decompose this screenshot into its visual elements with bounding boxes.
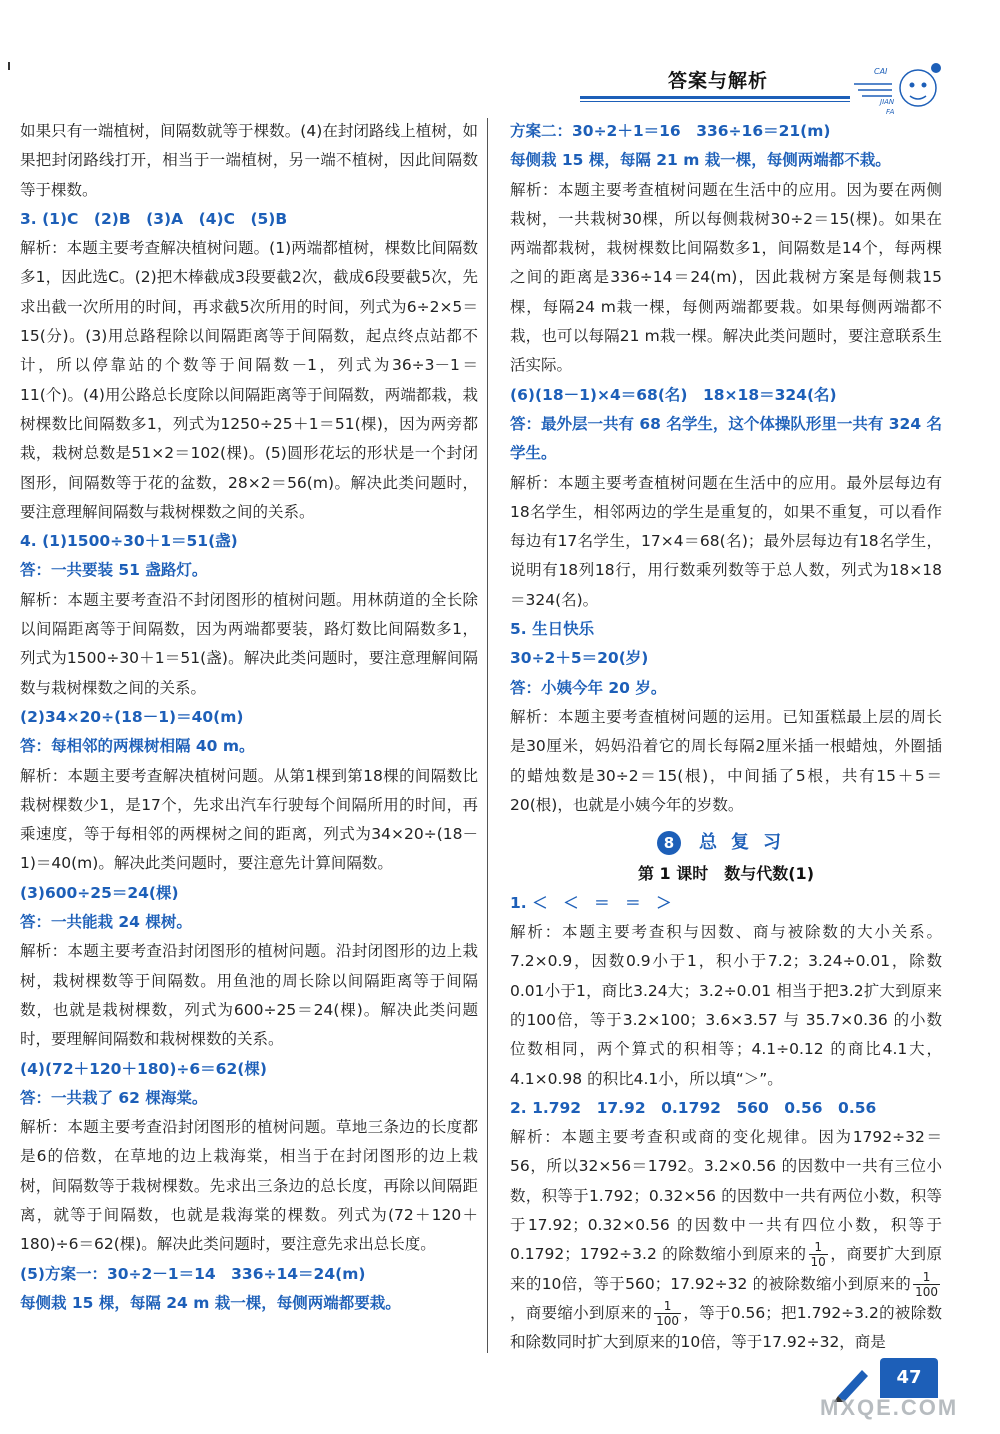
answer-line: 每侧栽 15 棵，每隔 24 m 栽一棵，每侧两端都要栽。: [20, 1293, 401, 1312]
analysis-text: 解析：本题主要考查沿封闭图形的植树问题。沿封闭图形的边上栽树，栽树棵数等于间隔数。用鱼池的周长除以间隔距离等于间隔数，也就是栽树棵数，列式为600÷25＝24(棵)。解决此类问题时，要理解间隔数和栽树棵数的关系。: [20, 942, 478, 1049]
analysis-text-part: ，等于0.56；把1.792÷3.2的被除数和除数同时扩大到原来的10倍，等于17.92÷32，商是: [510, 1303, 942, 1352]
fraction: $\frac{1}{10}$: [810, 1240, 826, 1270]
question-line: 4. (1)1500÷30＋1＝51(盏): [20, 532, 238, 551]
analysis-text: 解析：本题主要考查沿封闭图形的植树问题。草地三条边的长度都是6的倍数，在草地的边上栽海棠，相当于在封闭图形的边上栽树，间隔数等于栽树棵数。先求出三条边的总长度，再除以间隔距离，就等于间隔数，也就是栽海棠的棵数。列式为(72＋120＋180)÷6＝62(棵)。解决此类问题时，要注意先求出总长度。: [20, 1118, 478, 1254]
answer-line: 答：小姨今年 20 岁。: [510, 678, 667, 697]
analysis-text: 解析：本题主要考查解决植树问题。从第1棵到第18棵的间隔数比栽树棵数少1，是17个，先求出汽车行驶每个间隔所用的时间，再乘速度，等于每相邻的两棵树之间的距离，列式为34×20÷(18－1)＝40(m)。解决此类问题时，要注意先计算间隔数。: [20, 766, 478, 873]
question-line: (2)34×20÷(18－1)＝40(m): [20, 707, 244, 726]
answer-line: 答：一共要装 51 盏路灯。: [20, 561, 208, 580]
question-line: 30÷2＋5＝20(岁): [510, 649, 649, 668]
header-rule: [580, 96, 850, 99]
analysis-text-part: 解析：本题主要考查积或商的变化规律。因为1792÷32＝56，所以32×56＝1792。3.2×0.56 的因数中一共有三位小数，积等于1.792；0.32×56 的因数中一共有两位小数，积等于17.92；0.32×0.56 的因数中一共有四位小数，积等于0.1792；1792÷3.2 的除数缩小到原来的: [510, 1128, 942, 1264]
page-number: 47: [880, 1358, 938, 1398]
analysis-text-part: ，商要缩小到原来的: [510, 1303, 653, 1322]
mascot-logo-icon: [852, 54, 944, 116]
text-block: 如果只有一端植树，间隔数就等于棵数。(4)在封闭路线上植树，如果把封闭路线打开，相当于一端植树，另一端不植树，因此间隔数等于棵数。: [20, 122, 478, 199]
crop-mark: [8, 62, 10, 70]
question-line: 5. 生日快乐: [510, 620, 595, 639]
analysis-text: 解析：本题主要考查解决植树问题。(1)两端都植树，棵数比间隔数多1，因此选C。(2)把木棒截成3段要截2次，截成6段要截5次，先求出截一次所用的时间，再求截5次所用的时间，列式为6÷2×5＝15(分)。(3)用总路程除以间隔距离等于间隔数，起点终点站都不计，所以停靠站的个数等于间隔数－1，列式为36÷3－1＝11(个)。(4)用公路总长度除以间隔距离等于间隔数，两端都栽，栽树棵数比间隔数多1，列式为1250÷25＋1＝51(棵)，因为两旁都栽，栽树总数是51×2＝102(棵)。(5)圆形花坛的形状是一个封闭图形，间隔数等于花的盆数，28×2＝56(m)。解决此类问题时，要注意理解间隔数与栽树棵数之间的关系。: [20, 239, 478, 521]
answer-line: 每侧栽 15 棵，每隔 21 m 栽一棵，每侧两端都不栽。: [510, 151, 891, 170]
analysis-text: 解析：本题主要考查沿不封闭图形的植树问题。用林荫道的全长除以间隔距离等于间隔数，因为两端都要装，路灯数比间隔数多1，列式为1500÷30＋1＝51(盏)。解决此类问题时，要注意理解间隔数与栽树棵数之间的关系。: [20, 590, 478, 697]
analysis-text-part: ，商要扩大到原来的10倍，等于560；17.92÷32 的被除数缩小到原来的: [510, 1245, 942, 1293]
analysis-text: 解析：本题主要考查积与因数、商与被除数的大小关系。7.2×0.9，因数0.9小于1，积小于7.2；3.24÷0.01，除数0.01小于1，商比3.24大；3.2÷0.01 相当于把3.2扩大到原来的100倍，等于3.2×100；3.6×3.57 与 35.7×0.36 的小数位数相同，两个算式的积相等；4.1÷0.12 的商比4.1大，4.1×0.98 的积比4.1小，所以填“＞”。: [510, 923, 942, 1088]
fraction: $\frac{1}{100}$: [915, 1269, 938, 1299]
section-heading: [510, 828, 942, 857]
svg-text:FA: FA: [886, 108, 895, 116]
question-line: 1. ＜ ＜ ＝ ＝ ＞: [510, 893, 672, 912]
analysis-text: 解析：本题主要考查植树问题在生活中的应用。因为要在两侧栽树，一共栽树30棵，所以每侧栽树30÷2＝15(棵)。如果在两端都栽树，栽树棵数比间隔数多1，间隔数是14个，每两棵之间的距离是336÷14＝24(m)，因此栽树方案是每侧栽15棵，每隔24 m栽一棵，每侧两端都要栽。如果每侧两端都不栽，也可以每隔21 m栽一棵。解决此类问题时，要注意联系生活实际。: [510, 180, 942, 375]
question-line: (5)方案一：30÷2－1＝14 336÷14＝24(m): [20, 1264, 366, 1283]
question-line: 方案二：30÷2＋1＝16 336÷16＝21(m): [510, 122, 831, 140]
analysis-text: 解析：本题主要考查植树问题的运用。已知蛋糕最上层的周长是30厘米，妈妈沿着它的周长每隔2厘米插一根蜡烛，外圈插的蜡烛数是30÷2＝15(根)，中间插了5根，共有15＋5＝20(根)，也就是小姨今年的岁数。: [510, 707, 942, 814]
question-line: (6)(18－1)×4＝68(名) 18×18＝324(名): [510, 385, 837, 404]
answer-line: 答：一共能栽 24 棵树。: [20, 913, 192, 932]
header-rule-thin: [580, 101, 850, 102]
left-column: [20, 117, 478, 1318]
answer-line: 答：一共栽了 62 棵海棠。: [20, 1088, 208, 1107]
answer-line: 答：最外层一共有 68 名学生，这个体操队形里一共有 324 名学生。: [510, 414, 943, 463]
answer-line: 答：每相邻的两棵树相隔 40 m。: [20, 737, 255, 756]
analysis-text: [510, 1123, 942, 1357]
column-divider: [487, 118, 488, 1353]
section-number-badge: 8: [657, 831, 681, 855]
svg-text:JIAN: JIAN: [880, 98, 895, 106]
page-header-title: 答案与解析: [668, 70, 769, 92]
question-line: (3)600÷25＝24(棵): [20, 883, 179, 902]
fraction: $\frac{1}{100}$: [656, 1298, 680, 1328]
analysis-text: 解析：本题主要考查植树问题在生活中的应用。最外层每边有18名学生，相邻两边的学生是重复的，如果不重复，可以看作每边有17名学生，17×4＝68(名)；最外层每边有18名学生，说明有18列18行，用行数乘列数等于总人数，列式为18×18＝324(名)。: [510, 473, 942, 609]
section-title: 总复习: [699, 832, 795, 854]
svg-text:CAI: CAI: [874, 67, 888, 76]
lesson-heading: 第 1 课时 数与代数(1): [637, 864, 815, 884]
watermark: MXQE.COM: [820, 1395, 959, 1420]
question-line: (4)(72＋120＋180)÷6＝62(棵): [20, 1059, 267, 1078]
question-line: 3. (1)C (2)B (3)A (4)C (5)B: [20, 209, 288, 228]
right-column: [510, 117, 942, 1357]
question-line: 2. 1.792 17.92 0.1792 560 0.56 0.56: [510, 1098, 877, 1117]
